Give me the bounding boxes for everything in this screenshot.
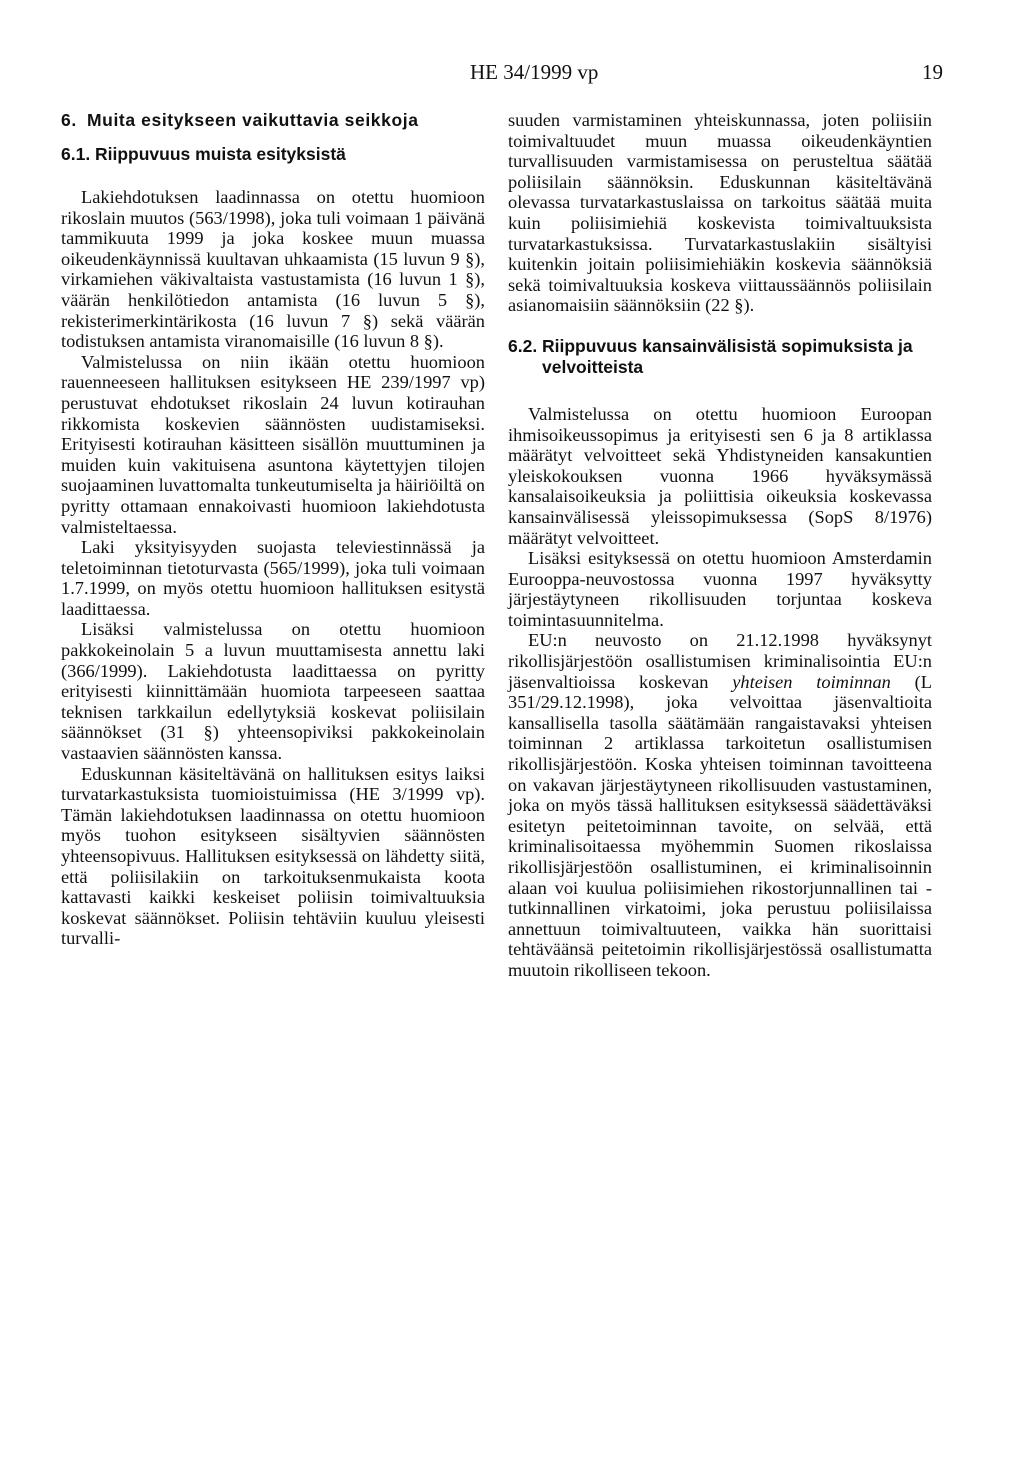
paragraph-text: (L 351/29.12.1998), joka velvoittaa jäsenvaltioita kansallisella tasolla säätämään rangaistavaksi yhteisen toiminnan 2 artiklassa tarkoitetun osallistumisen rikollisjärjestöön. Koska yhteisen toiminnan tavoitteena on vakavan järjestäytyneen rikollisuuden vastustaminen, joka on myös tässä hallituksen esityksessä säädettäväksi esitetyn peitetoiminnan tavoite, on selvää, että kriminalisoitaessa myöhemmin Suomen rikoslaissa rikollisjärjestöön osallistuminen, ei kriminalisoinnin alaan voi kuulua poliisimiehen rikostorjunnallinen tai -tutkinnallinen virkatoimi, joka perustuu poliisilaissa annettuun toimivaltuuteen, vaikka hän suorittaisi tehtäväänsä peitetoimin rikollisjärjestössä osallistumatta muutoin rikolliseen tekoon. [508,671,932,980]
paragraph: Valmistelussa on niin ikään otettu huomioon rauenneeseen hallituksen esitykseen HE 239/1997 vp) perustuvat ehdotukset rikoslain 24 luvun kotirauhan rikkomista koskevien säännösten uudistamiseksi. Erityisesti kotirauhan käsitteen sisällön muuttuminen ja muiden kuin vakituisena asuntona käytettyjen tilojen suojaaminen luvattomalta tunkeutumiselta ja häiriöiltä on pyritty ottamaan ennakoivasti huomioon lakiehdotusta valmisteltaessa. [61,351,485,537]
paragraph: Lakiehdotuksen laadinnassa on otettu huomioon rikoslain muutos (563/1998), joka tuli voimaan 1 päivänä tammikuuta 1999 ja joka koskee muun muassa oikeudenkäynnissä kuultavan uhkaamista (15 luvun 9 §), virkamiehen väkivaltaista vastustamista (16 luvun 1 §), väärän henkilötiedon antamista (16 luvun 5 §), rekisterimerkintärikosta (16 luvun 7 §) sekä väärän todistuksen antamista viranomaisille (16 luvun 8 §). [61,187,485,352]
left-column [61,110,485,949]
paragraph-eu-council [508,630,932,980]
italic-term: yhteisen toiminnan [732,671,891,692]
page-number: 19 [922,60,943,84]
section-number: 6. [61,110,77,130]
paragraph: Lisäksi valmistelussa on otettu huomioon pakkokeinolain 5 a luvun muuttamisesta annettu laki (366/1999). Lakiehdotusta laadittaessa on pyritty erityisesti kiinnittämään huomiota tarpeeseen saattaa teknisen tarkkailun edellytyksiä koskevat poliisilain säännökset (31 §) yhteensopiviksi pakkokeinolain vastaavien säännösten kanssa. [61,619,485,764]
subsection-title: Riippuvuus kansainvälisistä sopimuksista ja velvoitteista [542,335,913,377]
document-id: HE 34/1999 vp [470,60,599,84]
page-header [0,60,1024,90]
subsection-heading [508,336,932,378]
paragraph: Laki yksityisyyden suojasta televiestinnässä ja teletoiminnan tietoturvasta (565/1999), joka tuli voimaan 1.7.1999, on myös otettu huomioon hallituksen esitystä laadittaessa. [61,537,485,619]
section-title: Muita esitykseen vaikuttavia seikkoja [87,110,419,130]
right-column [508,110,932,981]
paragraph-continued: suuden varmistaminen yhteiskunnassa, joten poliisiin toimivaltuudet muun muassa oikeudenkäyntien turvallisuuden varmistamisessa on perusteltua säätää poliisilain säännöksin. Eduskunnan käsiteltävänä olevassa turvatarkastuslaissa on tarkoitus säätää muita kuin poliisimiehiä koskevista toimivaltuuksista turvatarkastuksissa. Turvatarkastuslakiin sisältyisi kuitenkin joitain poliisimiehiäkin koskevia säännöksiä sekä toimivaltuuksia koskeva viittaussäännös poliisilain asianomaisiin säännöksiin (22 §). [508,110,932,316]
paragraph: Eduskunnan käsiteltävänä on hallituksen esitys laiksi turvatarkastuksista tuomioistuimissa (HE 3/1999 vp). Tämän lakiehdotuksen laadinnassa on otettu huomioon myös tuohon esitykseen sisältyvien säännösten yhteensopivuus. Hallituksen esityksessä on lähdetty siitä, että poliisilakiin on tarkoituksenmukaista koota kattavasti kaikki keskeiset poliisin toimivaltuuksia koskevat säännökset. Poliisin tehtäviin kuuluu yleisesti turvalli- [61,763,485,949]
paragraph: Valmistelussa on otettu huomioon Euroopan ihmisoikeussopimus ja erityisesti sen 6 ja 8 artiklassa määrätyt velvoitteet sekä Yhdistyneiden kansakuntien yleiskokouksen vuonna 1966 hyväksymässä kansalaisoikeuksia ja poliittisia oikeuksia koskevassa kansainvälisessä yleissopimuksessa (SopS 8/1976) määrätyt velvoitteet. [508,403,932,548]
subsection-number: 6.1. [61,144,91,164]
subsection-title: Riippuvuus muista esityksistä [95,144,346,164]
paragraph-text: EU:n neuvosto on 21.12.1998 hyväksynyt rikollisjärjestöön osallistumisen kriminalisointia EU:n jäsenvaltioissa koskevan [508,630,932,692]
paragraph: Lisäksi esityksessä on otettu huomioon Amsterdamin Eurooppa-neuvostossa vuonna 1997 hyväksytty järjestäytyneen rikollisuuden torjuntaa koskeva toimintasuunnitelma. [508,548,932,630]
section-heading [61,110,485,131]
subsection-heading [61,144,485,165]
subsection-number: 6.2. [508,335,538,356]
